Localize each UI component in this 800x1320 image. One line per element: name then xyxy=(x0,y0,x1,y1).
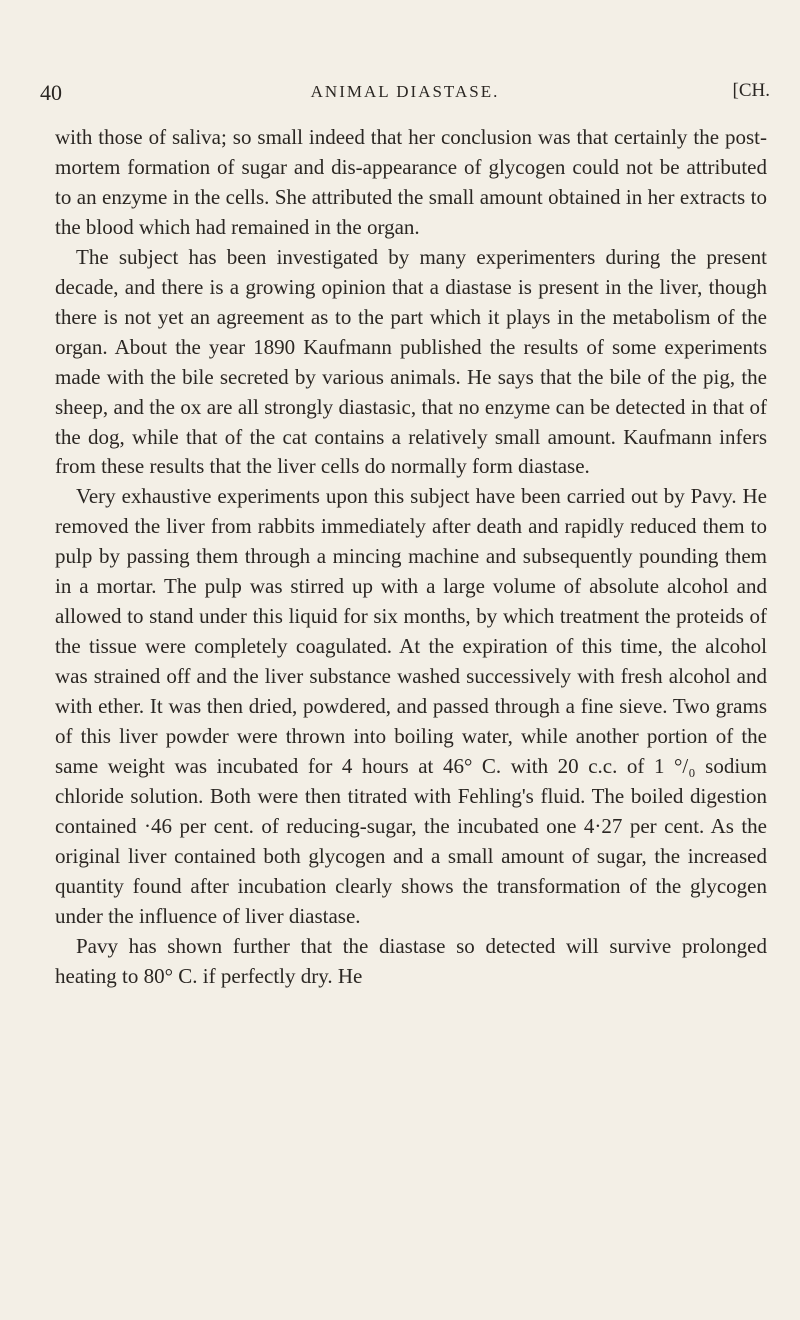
running-header xyxy=(40,80,770,110)
paragraph-3: Very exhaustive experiments upon this subject have been carried out by Pavy. He removed the liver from rabbits immediately after death and rapidly reduced them to pulp by passing them through a mincing machine and subsequently pounding them in a mortar. The pulp was stirred up with a large volume of absolute alcohol and allowed to stand under this liquid for six months, by which treatment the proteids of the tissue were completely coagulated. At the expiration of this time, the alcohol was strained off and the liver substance washed successively with fresh alcohol and with ether. It was then dried, powdered, and passed through a fine sieve. Two grams of this liver powder were thrown into boiling water, while another portion of the same weight was incubated for 4 hours at 46° C. with 20 c.c. of 1 °/₀ sodium chloride solution. Both were then titrated with Fehling's fluid. The boiled digestion contained ·46 per cent. of reducing-sugar, the incubated one 4·27 per cent. As the original liver contained both glycogen and a small amount of sugar, the increased quantity found after incubation clearly shows the transformation of the glycogen under the influence of liver diastase. xyxy=(55,484,767,928)
body-text xyxy=(55,123,767,992)
paragraph-2: The subject has been investigated by many experimenters during the present decade, and there is a growing opinion that a diastase is present in the liver, though there is not yet an agreement as to the part which it plays in the metabolism of the organ. About the year 1890 Kaufmann published the results of some experiments made with the bile secreted by various animals. He says that the bile of the pig, the sheep, and the ox are all strongly diastasic, that no enzyme can be detected in that of the dog, while that of the cat contains a relatively small amount. Kaufmann infers from these results that the liver cells do normally form diastase. xyxy=(55,244,767,479)
page-number: 40 xyxy=(40,80,62,105)
running-title: ANIMAL DIASTASE. xyxy=(310,82,500,101)
chapter-mark: [CH. xyxy=(732,80,770,101)
paragraph-4: Pavy has shown further that the diastase so detected will survive prolonged heating to 80° C. if perfectly dry. He xyxy=(55,933,767,988)
paragraph-1: with those of saliva; so small indeed that her conclusion was that certainly the post-mortem formation of sugar and dis-appearance of glycogen could not be attributed to an enzyme in the cells. She attributed the small amount obtained in her extracts to the blood which had remained in the organ. xyxy=(55,125,767,239)
